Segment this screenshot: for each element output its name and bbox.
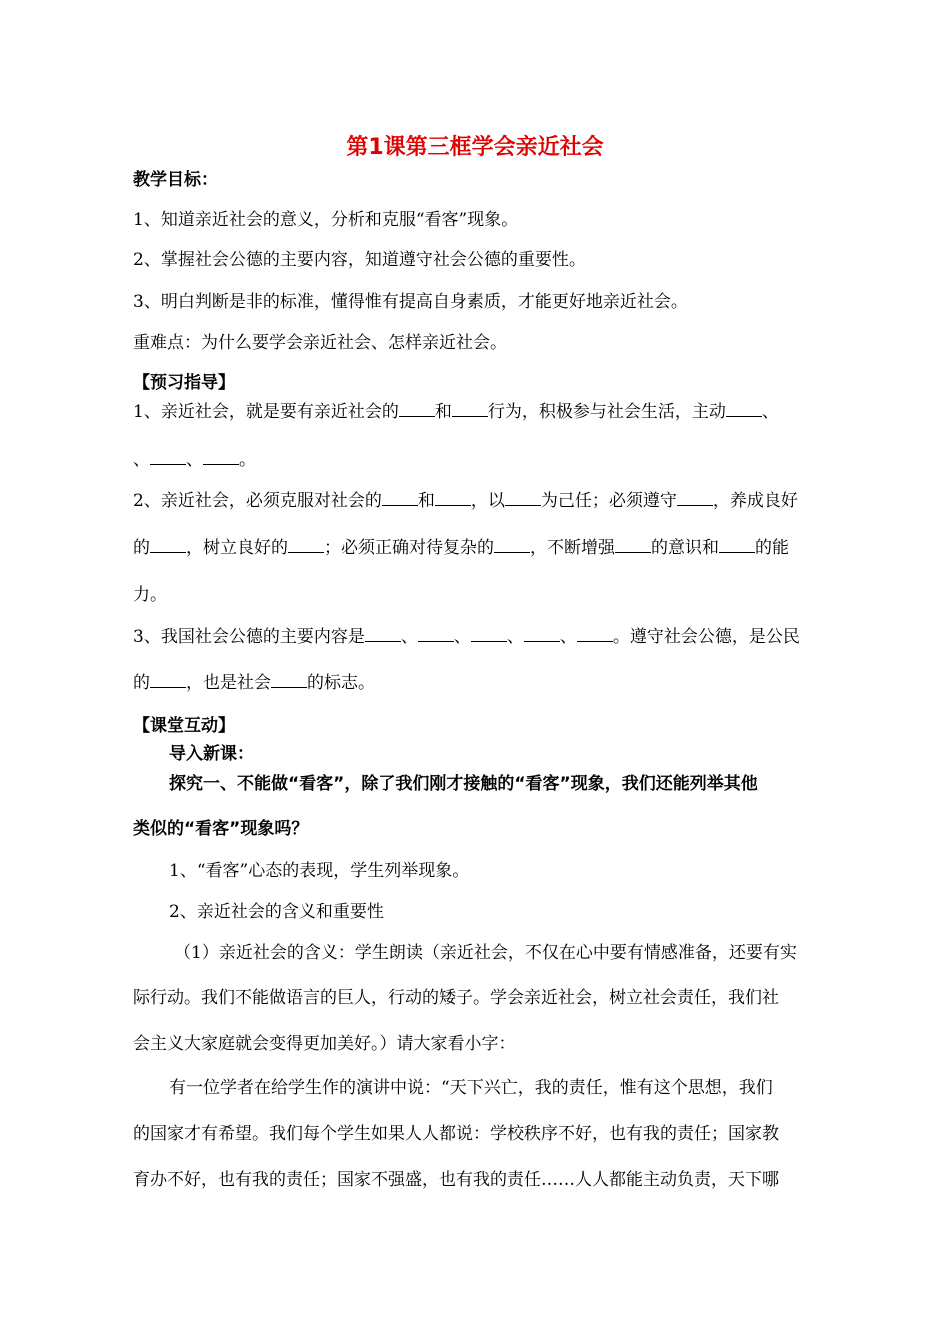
explore-line1: 探究一、不能做“看客”，除了我们刚才接触的“看客”现象，我们还能列举其他 xyxy=(169,774,758,794)
fill-blank[interactable] xyxy=(615,534,651,553)
preview-heading: 【预习指导】 xyxy=(133,373,235,393)
q2-text-g: ，树立良好的 xyxy=(186,538,288,558)
q2-text-f: 的 xyxy=(133,538,150,558)
fill-blank[interactable] xyxy=(288,534,324,553)
key-points: 重难点：为什么要学会亲近社会、怎样亲近社会。 xyxy=(133,333,507,353)
fill-blank[interactable] xyxy=(150,446,186,465)
para1-line3: 会主义大家庭就会变得更加美好。）请大家看小字： xyxy=(133,1034,516,1054)
explore-line2: 类似的“看客”现象吗？ xyxy=(133,819,309,839)
preview-q2-line2 xyxy=(133,533,789,558)
fill-blank[interactable] xyxy=(577,623,613,642)
preview-q3-line2 xyxy=(133,668,375,693)
goal-1: 1、知道亲近社会的意义，分析和克服“看客”现象。 xyxy=(133,210,519,230)
goal-3: 3、明白判断是非的标准，懂得惟有提高自身素质，才能更好地亲近社会。 xyxy=(133,292,688,312)
item-1: 1、“看客”心态的表现，学生列举现象。 xyxy=(169,861,470,881)
fill-blank[interactable] xyxy=(418,623,454,642)
q2-text-j: 的意识和 xyxy=(651,538,719,558)
para2-line2: 的国家才有希望。我们每个学生如果人人都说：学校秩序不好，也有我的责任；国家教 xyxy=(133,1124,779,1144)
q2-text-b: 和 xyxy=(417,491,435,511)
q1-text-b: 和 xyxy=(434,402,452,422)
goals-heading: 教学目标： xyxy=(133,170,218,190)
goal-2: 2、掌握社会公德的主要内容，知道遵守社会公德的重要性。 xyxy=(133,250,586,270)
fill-blank[interactable] xyxy=(399,398,435,417)
q1-text-f: 、 xyxy=(186,450,203,470)
q2-text-i: ，不断增强 xyxy=(530,538,615,558)
para2-line3: 育办不好，也有我的责任；国家不强盛，也有我的责任……人人都能主动负责，天下哪 xyxy=(133,1170,779,1190)
q3-sep: 、 xyxy=(453,627,471,647)
fill-blank[interactable] xyxy=(494,534,530,553)
q3-sep: 、 xyxy=(400,627,418,647)
fill-blank[interactable] xyxy=(435,487,471,506)
q3-text-b: 。遵守社会公德，是公民 xyxy=(612,627,800,647)
fill-blank[interactable] xyxy=(524,623,560,642)
fill-blank[interactable] xyxy=(271,669,307,688)
q2-text-d: 为己任；必须遵守 xyxy=(540,491,677,511)
preview-q1-line2 xyxy=(133,445,256,470)
q3-text-e: 的标志。 xyxy=(307,673,375,693)
fill-blank[interactable] xyxy=(719,534,755,553)
q3-sep: 、 xyxy=(559,627,577,647)
fill-blank[interactable] xyxy=(677,487,713,506)
q1-text-g: 。 xyxy=(239,450,256,470)
preview-q1-line1 xyxy=(133,397,779,422)
fill-blank[interactable] xyxy=(471,623,507,642)
q3-text-d: ，也是社会 xyxy=(186,673,271,693)
q2-text-h: ；必须正确对待复杂的 xyxy=(324,538,494,558)
fill-blank[interactable] xyxy=(382,487,418,506)
q2-text-k: 的能 xyxy=(755,538,789,558)
q2-text-a: 2、亲近社会，必须克服对社会的 xyxy=(133,491,382,511)
preview-q2-line1 xyxy=(133,486,798,511)
q2-text-e: ，养成良好 xyxy=(712,491,798,511)
q2-text-c: ，以 xyxy=(470,491,505,511)
q3-text-a: 3、我国社会公德的主要内容是 xyxy=(133,627,365,647)
q3-text-c: 的 xyxy=(133,673,150,693)
page-title: 第1课第三框学会亲近社会 xyxy=(346,135,604,160)
class-heading: 【课堂互动】 xyxy=(133,716,235,736)
para2-line1: 有一位学者在给学生作的演讲中说：“天下兴亡，我的责任，惟有这个思想，我们 xyxy=(169,1078,773,1098)
intro-label: 导入新课： xyxy=(169,744,254,764)
q1-text-a: 1、亲近社会，就是要有亲近社会的 xyxy=(133,402,399,422)
q1-text-c: 行为，积极参与社会生活，主动 xyxy=(487,402,726,422)
q1-text-d: 、 xyxy=(761,402,779,422)
preview-q2-line3: 力。 xyxy=(133,585,167,605)
fill-blank[interactable] xyxy=(203,446,239,465)
q1-text-e: 、 xyxy=(133,450,150,470)
fill-blank[interactable] xyxy=(150,534,186,553)
fill-blank[interactable] xyxy=(505,487,541,506)
q3-sep: 、 xyxy=(506,627,524,647)
preview-q3-line1 xyxy=(133,622,800,647)
fill-blank[interactable] xyxy=(452,398,488,417)
para1-line2: 际行动。我们不能做语言的巨人，行动的矮子。学会亲近社会，树立社会责任，我们社 xyxy=(133,988,779,1008)
fill-blank[interactable] xyxy=(150,669,186,688)
fill-blank[interactable] xyxy=(365,623,401,642)
para1-line1: （1）亲近社会的含义：学生朗读（亲近社会，不仅在心中要有情感准备，还要有实 xyxy=(174,943,797,963)
fill-blank[interactable] xyxy=(726,398,762,417)
item-2: 2、亲近社会的含义和重要性 xyxy=(169,902,384,922)
